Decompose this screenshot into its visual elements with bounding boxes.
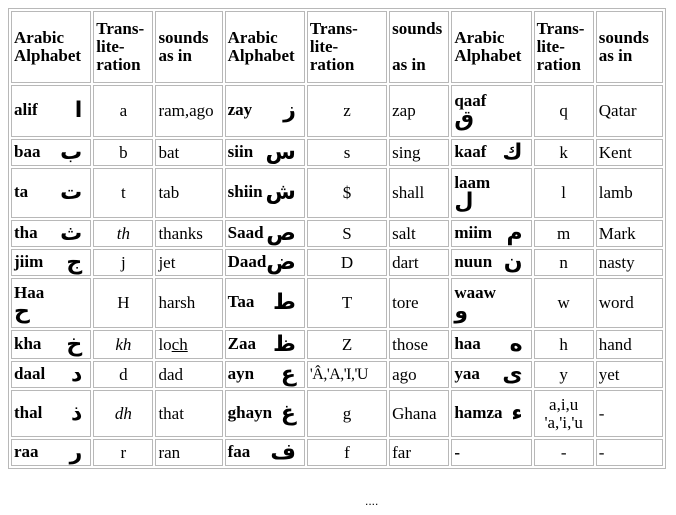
arabic-glyph: ص bbox=[266, 220, 296, 246]
sounds-as-in-cell: ago bbox=[389, 361, 449, 388]
sounds-as-in-cell: those bbox=[389, 330, 449, 359]
header-arabic-alphabet: Arabic Alphabet bbox=[225, 11, 305, 83]
transliteration-cell: q bbox=[534, 85, 594, 137]
letter-name: yaa bbox=[454, 363, 480, 383]
letter-name: kaaf bbox=[454, 141, 487, 161]
arabic-glyph: د bbox=[70, 361, 83, 387]
table-row bbox=[11, 139, 663, 166]
letter-name-cell bbox=[11, 361, 91, 388]
sounds-as-in-cell: zap bbox=[389, 85, 449, 137]
transliteration-cell: h bbox=[534, 330, 594, 359]
letter-name: miim bbox=[454, 222, 493, 242]
letter-name-cell bbox=[451, 168, 531, 218]
sounds-as-in-cell: Ghana bbox=[389, 390, 449, 437]
letter-name: hamza bbox=[454, 402, 503, 422]
header-transliteration: Trans- lite- ration bbox=[307, 11, 387, 83]
transliteration-cell: r bbox=[93, 439, 153, 466]
footer-ellipsis: .... bbox=[365, 494, 379, 508]
transliteration-cell: z bbox=[307, 85, 387, 137]
sounds-as-in-cell: hand bbox=[596, 330, 663, 359]
arabic-glyph: خ bbox=[66, 331, 83, 357]
transliteration-cell: g bbox=[307, 390, 387, 437]
arabic-glyph: ا bbox=[74, 98, 83, 123]
letter-name-cell bbox=[225, 85, 305, 137]
sounds-as-in-cell: that bbox=[155, 390, 222, 437]
letter-name: - bbox=[454, 442, 460, 462]
sounds-as-in-cell: Kent bbox=[596, 139, 663, 166]
table-row bbox=[11, 361, 663, 388]
letter-name-cell bbox=[225, 249, 305, 276]
header-transliteration: Trans- lite- ration bbox=[93, 11, 153, 83]
table-row bbox=[11, 85, 663, 137]
transliteration-cell: D bbox=[307, 249, 387, 276]
letter-name: haa bbox=[454, 333, 481, 353]
table-row bbox=[11, 168, 663, 218]
arabic-glyph: ل bbox=[454, 189, 474, 214]
letter-name: baa bbox=[14, 141, 41, 161]
letter-name-cell bbox=[451, 220, 531, 247]
table-row bbox=[11, 330, 663, 359]
sounds-as-in-cell: - bbox=[596, 439, 663, 466]
sounds-as-in-cell: dad bbox=[155, 361, 222, 388]
letter-name: tha bbox=[14, 222, 38, 242]
arabic-glyph: ء bbox=[511, 400, 523, 426]
sounds-as-in-cell: ran bbox=[155, 439, 222, 466]
table-row bbox=[11, 278, 663, 328]
table-row bbox=[11, 439, 663, 466]
transliteration-cell: th bbox=[93, 220, 153, 247]
letter-name: qaaf bbox=[454, 91, 487, 110]
letter-name-cell bbox=[225, 220, 305, 247]
table-row bbox=[11, 390, 663, 437]
letter-name: ta bbox=[14, 182, 29, 201]
transliteration-cell: - bbox=[534, 439, 594, 466]
transliteration-cell: s bbox=[307, 139, 387, 166]
header-sounds-as-in: sounds as in bbox=[155, 11, 222, 83]
letter-name-cell bbox=[225, 439, 305, 466]
sounds-as-in-cell: word bbox=[596, 278, 663, 328]
arabic-glyph: و bbox=[454, 299, 469, 324]
letter-name: zay bbox=[227, 100, 253, 119]
sounds-as-in-cell: shall bbox=[389, 168, 449, 218]
transliteration-cell: d bbox=[93, 361, 153, 388]
header-transliteration: Trans- lite- ration bbox=[534, 11, 594, 83]
arabic-glyph: س bbox=[265, 139, 296, 165]
letter-name-cell bbox=[11, 168, 91, 218]
letter-name: thal bbox=[14, 402, 43, 422]
arabic-glyph: م bbox=[506, 220, 523, 246]
letter-name: alif bbox=[14, 100, 38, 119]
transliteration-cell: S bbox=[307, 220, 387, 247]
sounds-as-in-cell: far bbox=[389, 439, 449, 466]
transliteration-cell: Z bbox=[307, 330, 387, 359]
transliteration-cell: n bbox=[534, 249, 594, 276]
arabic-glyph: ع bbox=[280, 361, 296, 387]
transliteration-cell: H bbox=[93, 278, 153, 328]
transliteration-cell: t bbox=[93, 168, 153, 218]
letter-name: waaw bbox=[454, 283, 496, 302]
arabic-glyph: ف bbox=[270, 439, 296, 465]
transliteration-cell: y bbox=[534, 361, 594, 388]
transliteration-cell: b bbox=[93, 139, 153, 166]
letter-name-cell bbox=[451, 361, 531, 388]
arabic-glyph: ح bbox=[14, 299, 30, 324]
transliteration-cell: k bbox=[534, 139, 594, 166]
letter-name-cell bbox=[11, 220, 91, 247]
sounds-as-in-cell: loch bbox=[155, 330, 222, 359]
sounds-as-in-cell: ram,ago bbox=[155, 85, 222, 137]
letter-name: nuun bbox=[454, 251, 493, 271]
arabic-glyph: ه bbox=[509, 331, 523, 357]
arabic-glyph: ش bbox=[265, 180, 296, 205]
transliteration-cell: 'Â,'A,'I,'U bbox=[307, 361, 387, 388]
arabic-glyph: ط bbox=[273, 290, 296, 315]
arabic-glyph: ك bbox=[502, 139, 523, 165]
letter-name-cell bbox=[11, 330, 91, 359]
sounds-as-in-cell: yet bbox=[596, 361, 663, 388]
sounds-as-in-cell: nasty bbox=[596, 249, 663, 276]
sounds-as-in-cell: - bbox=[596, 390, 663, 437]
letter-name-cell bbox=[225, 330, 305, 359]
letter-name-cell bbox=[225, 139, 305, 166]
letter-name: ayn bbox=[227, 363, 255, 383]
letter-name-cell bbox=[11, 439, 91, 466]
letter-name-cell bbox=[451, 439, 531, 466]
letter-name-cell bbox=[451, 278, 531, 328]
sounds-as-in-cell: harsh bbox=[155, 278, 222, 328]
arabic-glyph: ت bbox=[60, 180, 83, 205]
transliteration-alt: 'a,'i,'u bbox=[544, 412, 583, 432]
letter-name: laam bbox=[454, 173, 491, 192]
letter-name-cell bbox=[11, 278, 91, 328]
transliteration-cell: m bbox=[534, 220, 594, 247]
table-row bbox=[11, 249, 663, 276]
letter-name-cell bbox=[225, 361, 305, 388]
letter-name: kha bbox=[14, 333, 42, 353]
letter-name: raa bbox=[14, 441, 39, 461]
transliteration-cell: w bbox=[534, 278, 594, 328]
letter-name: shiin bbox=[227, 182, 263, 201]
arabic-alphabet-table bbox=[8, 8, 666, 469]
sounds-as-in-cell: Mark bbox=[596, 220, 663, 247]
letter-name: daal bbox=[14, 363, 46, 383]
arabic-glyph: ن bbox=[503, 249, 523, 275]
header-sounds-as-in: sounds as in bbox=[596, 11, 663, 83]
sounds-as-in-cell: jet bbox=[155, 249, 222, 276]
arabic-glyph: غ bbox=[280, 400, 296, 426]
arabic-glyph: ز bbox=[283, 98, 296, 123]
header-arabic-alphabet: Arabic Alphabet bbox=[451, 11, 531, 83]
letter-name-cell bbox=[451, 249, 531, 276]
letter-name: Saad bbox=[227, 222, 264, 242]
sounds-as-in-cell: lamb bbox=[596, 168, 663, 218]
sounds-as-in-cell: tab bbox=[155, 168, 222, 218]
letter-name: Taa bbox=[227, 292, 255, 311]
transliteration-cell: a bbox=[93, 85, 153, 137]
sounds-as-in-cell: salt bbox=[389, 220, 449, 247]
transliteration-cell: T bbox=[307, 278, 387, 328]
letter-name-cell bbox=[225, 390, 305, 437]
letter-name: faa bbox=[227, 441, 251, 461]
letter-name-cell bbox=[11, 139, 91, 166]
arabic-glyph: ى bbox=[502, 361, 523, 387]
letter-name-cell bbox=[451, 85, 531, 137]
letter-name: Haa bbox=[14, 283, 45, 302]
header-arabic-alphabet: Arabic Alphabet bbox=[11, 11, 91, 83]
letter-name: siin bbox=[227, 141, 254, 161]
sounds-as-in-cell: dart bbox=[389, 249, 449, 276]
table-row bbox=[11, 220, 663, 247]
letter-name-cell bbox=[11, 249, 91, 276]
letter-name: ghayn bbox=[227, 402, 273, 422]
arabic-glyph: ق bbox=[454, 107, 474, 132]
sounds-as-in-cell: thanks bbox=[155, 220, 222, 247]
sounds-as-in-cell: sing bbox=[389, 139, 449, 166]
sounds-as-in-cell: Qatar bbox=[596, 85, 663, 137]
transliteration-cell: kh bbox=[93, 330, 153, 359]
letter-name: Zaa bbox=[227, 333, 256, 353]
arabic-glyph: ض bbox=[266, 249, 296, 275]
arabic-glyph: ذ bbox=[70, 400, 83, 426]
sounds-as-in-cell: bat bbox=[155, 139, 222, 166]
letter-name: Daad bbox=[227, 251, 267, 271]
transliteration-cell: j bbox=[93, 249, 153, 276]
transliteration-cell: $ bbox=[307, 168, 387, 218]
arabic-glyph: ر bbox=[69, 439, 83, 465]
arabic-glyph: ب bbox=[60, 139, 83, 165]
letter-name-cell bbox=[225, 278, 305, 328]
transliteration-cell: l bbox=[534, 168, 594, 218]
letter-name-cell bbox=[451, 139, 531, 166]
transliteration-cell: a,i,u 'a,'i,'u bbox=[534, 390, 594, 437]
header-sounds-as-in: sounds as in bbox=[389, 11, 449, 83]
arabic-glyph: ث bbox=[60, 220, 83, 246]
arabic-glyph: ظ bbox=[273, 331, 296, 357]
sounds-as-in-cell: tore bbox=[389, 278, 449, 328]
letter-name-cell bbox=[11, 390, 91, 437]
letter-name-cell bbox=[225, 168, 305, 218]
letter-name: jiim bbox=[14, 251, 44, 271]
arabic-glyph: ج bbox=[66, 249, 83, 275]
letter-name-cell bbox=[451, 330, 531, 359]
transliteration-cell: f bbox=[307, 439, 387, 466]
header-row bbox=[11, 11, 663, 83]
transliteration-cell: dh bbox=[93, 390, 153, 437]
letter-name-cell bbox=[451, 390, 531, 437]
letter-name-cell bbox=[11, 85, 91, 137]
